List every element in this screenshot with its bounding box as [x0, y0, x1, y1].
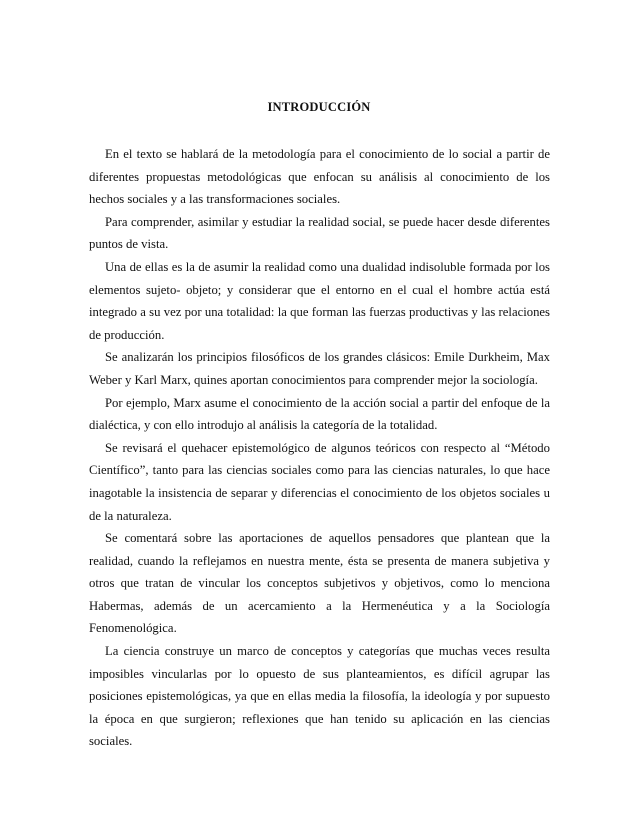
page-title: INTRODUCCIÓN — [267, 100, 371, 114]
paragraph: Se revisará el quehacer epistemológico de algunos teóricos con respecto al “Método Científico”, tanto para las ciencias sociales como para las ciencias naturales, lo que hace inagotable la insistencia de separar y diferencias el conocimiento de los objetos sociales u de la naturaleza. — [89, 440, 550, 523]
paragraph: Para comprender, asimilar y estudiar la realidad social, se puede hacer desde diferentes puntos de vista. — [89, 214, 550, 252]
paragraph: Se comentará sobre las aportaciones de aquellos pensadores que plantean que la realidad, cuando la reflejamos en nuestra mente, ésta se presenta de manera subjetiva y otros que tratan de vincular los conceptos subjetivos y objetivos, como lo menciona Habermas, además de un acercamiento a la Hermenéutica y a la Sociología Fenomenológica. — [89, 531, 550, 636]
document-body — [89, 143, 550, 753]
paragraph: La ciencia construye un marco de conceptos y categorías que muchas veces resulta imposibles vincularlas por lo opuesto de sus planteamientos, es difícil agrupar las posiciones epistemológicas, ya que en ellas media la filosofía, la ideología y por supuesto la época en que surgieron; reflexiones que han tenido su aplicación en las ciencias sociales. — [89, 644, 550, 749]
paragraph: Una de ellas es la de asumir la realidad como una dualidad indisoluble formada por los elementos sujeto- objeto; y considerar que el entorno en el cual el hombre actúa está integrado a su vez por una totalidad: la que forman las fuerzas productivas y las relaciones de producción. — [89, 259, 550, 342]
paragraph: Se analizarán los principios filosóficos de los grandes clásicos: Emile Durkheim, Max Weber y Karl Marx, quines aportan conocimientos para comprender mejor la sociología. — [89, 350, 550, 387]
paragraph: En el texto se hablará de la metodología para el conocimiento de lo social a partir de diferentes propuestas metodológicas que enfocan su análisis al conocimiento de los hechos sociales y a las transformaciones sociales. — [89, 147, 550, 207]
paragraph: Por ejemplo, Marx asume el conocimiento de la acción social a partir del enfoque de la dialéctica, y con ello introdujo al análisis la categoría de la totalidad. — [89, 395, 550, 433]
